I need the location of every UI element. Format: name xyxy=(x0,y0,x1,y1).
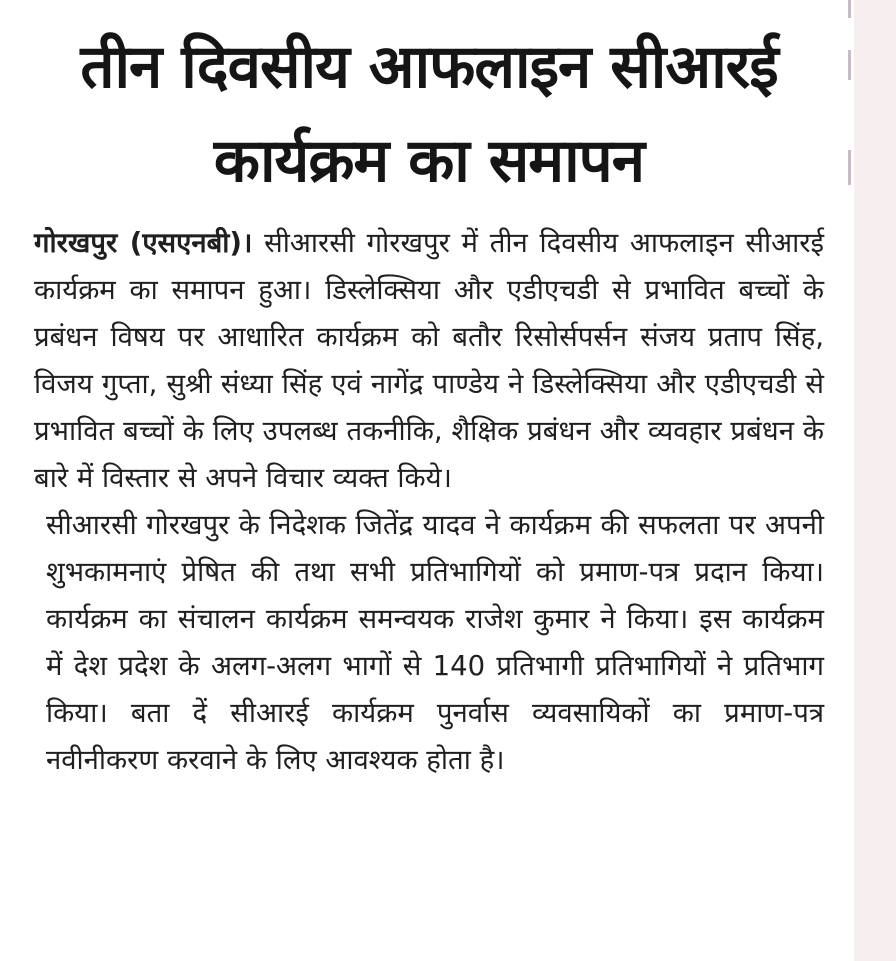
paragraph-1-text: सीआरसी गोरखपुर में तीन दिवसीय आफलाइन सीआरई कार्यक्रम का समापन हुआ। डिस्लेक्सिया और एडीएचडी से प्रभावित बच्चों के प्रबंधन विषय पर आधारित कार्यक्रम को बतौर रिसोर्सपर्सन संजय प्रताप सिंह, विजय गुप्ता, सुश्री संध्या सिंह एवं नागेंद्र पाण्डेय ने डिस्लेक्सिया और एडीएचडी से प्रभावित बच्चों के लिए उपलब्ध तकनीकि, शैक्षिक प्रबंधन और व्यवहार प्रबंधन के बारे में विस्तार से अपने विचार व्यक्त किये। xyxy=(34,227,824,494)
headline-line-1: तीन दिवसीय आफलाइन सीआरई xyxy=(80,32,778,102)
edge-mark-middle xyxy=(848,50,851,80)
article-headline xyxy=(34,20,824,208)
page-edge-strip xyxy=(854,0,896,961)
paragraph-1 xyxy=(34,220,824,502)
news-article xyxy=(34,20,824,784)
article-body xyxy=(34,220,824,784)
headline-line-2: कार्यक्रम का समापन xyxy=(213,126,645,196)
dateline: गोरखपुर (एसएनबी)। xyxy=(34,227,253,259)
edge-mark-lower xyxy=(848,150,851,185)
paragraph-2: सीआरसी गोरखपुर के निदेशक जितेंद्र यादव ने कार्यक्रम की सफलता पर अपनी शुभकामनाएं प्रेषित की तथा सभी प्रतिभागियों को प्रमाण-पत्र प्रदान किया। कार्यक्रम का संचालन कार्यक्रम समन्वयक राजेश कुमार ने किया। इस कार्यक्रम में देश प्रदेश के अलग-अलग भागों से 140 प्रतिभागी प्रतिभागियों ने प्रतिभाग किया। बता दें सीआरई कार्यक्रम पुनर्वास व्यवसायिकों का प्रमाण-पत्र नवीनीकरण करवाने के लिए आवश्यक होता है। xyxy=(46,509,824,776)
edge-mark-top xyxy=(848,0,851,18)
